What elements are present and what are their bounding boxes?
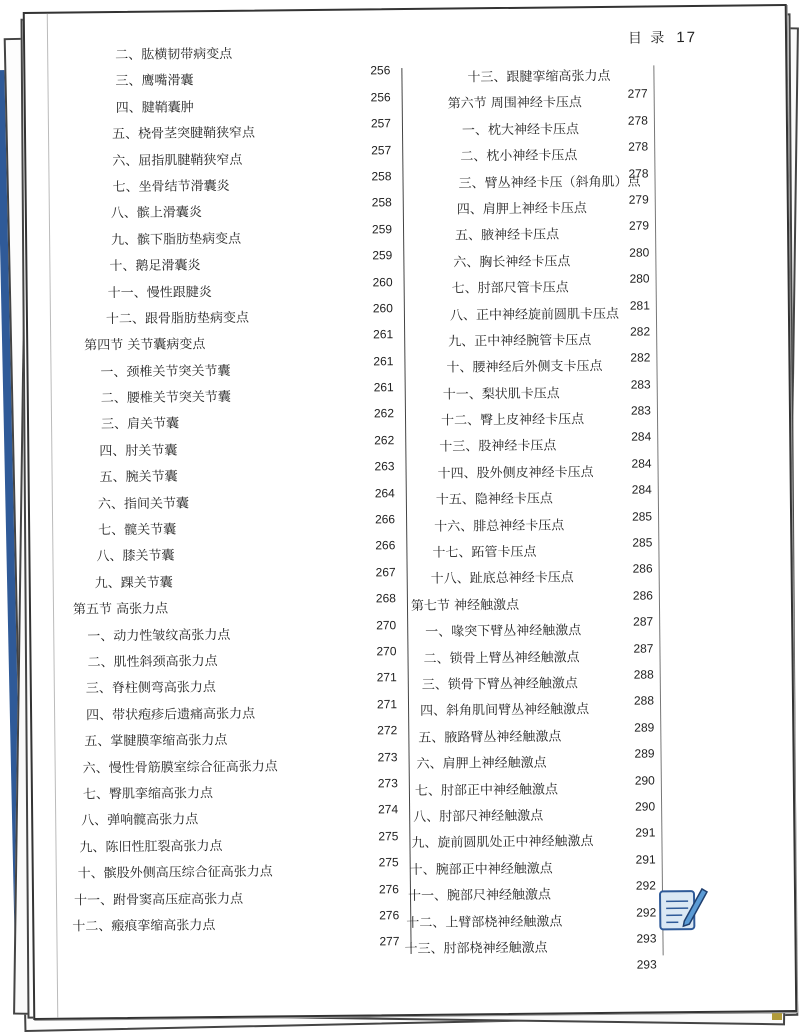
toc-entry-page: 278 [628, 139, 649, 154]
toc-entry [413, 641, 654, 673]
toc-entry [415, 746, 655, 779]
toc-entry-title: 十三、肘部桡神经触激点 [404, 940, 548, 957]
toc-entry-title: 第五节 高张力点 [72, 601, 169, 618]
toc-entry [82, 723, 398, 756]
toc-entry [76, 89, 391, 123]
toc-entry-page: 257 [370, 116, 392, 131]
toc-entry-page: 259 [371, 221, 393, 237]
toc-entry [80, 485, 395, 519]
toc-entry [76, 142, 392, 176]
toc-entry [75, 63, 391, 97]
toc-entry-title: 十、髌股外侧高压综合征高张力点 [77, 864, 273, 882]
toc-entry [412, 535, 653, 567]
toc-entry [408, 113, 648, 145]
toc-entry-page: 258 [371, 169, 392, 184]
toc-entry-page: 292 [636, 904, 657, 920]
toc-entry-page: 277 [627, 86, 648, 102]
toc-entry [411, 377, 651, 409]
toc-entry [413, 614, 654, 647]
toc-entry-page: 289 [634, 720, 655, 735]
toc-section-heading [410, 588, 653, 620]
header-page-number: 17 [676, 28, 698, 47]
toc-entry-title: 十三、股神经卡压点 [439, 438, 557, 456]
toc-entry-title: 九、正中神经腕管卡压点 [448, 332, 592, 350]
toc-entry-page: 279 [628, 218, 650, 234]
toc-entry-title: 一、喙突下臂丛神经触激点 [425, 623, 582, 641]
toc-entry-page: 287 [633, 641, 654, 656]
toc-entry [81, 564, 396, 598]
toc-entry-page: 278 [628, 166, 649, 181]
toc-entry-page: 274 [378, 802, 399, 817]
toc-entry [406, 904, 657, 937]
page-header [628, 27, 697, 48]
toc-entry [79, 380, 394, 413]
toc-entry-title: 七、肘部尺管卡压点 [451, 280, 569, 297]
toc-entry [78, 301, 393, 334]
toc-entry-page: 285 [632, 535, 653, 550]
toc-entry-title: 五、腋神经卡压点 [455, 227, 560, 244]
toc-entry [410, 324, 651, 356]
toc-entry-page: 275 [378, 828, 399, 844]
toc-entry [413, 799, 656, 831]
toc-entry-title: 一、颈椎关节突关节囊 [100, 363, 231, 380]
toc-entry-title: 六、胸长神经卡压点 [453, 254, 571, 271]
toc-entry-title: 五、腕关节囊 [99, 469, 178, 486]
toc-entry-page: 262 [374, 433, 395, 448]
toc-entry [410, 271, 650, 304]
toc-entry-title: 六、屈指肌腱鞘狭窄点 [112, 152, 243, 169]
toc-entry [410, 350, 651, 383]
toc-entry [411, 429, 652, 462]
toc-entry-title: 四、肘关节囊 [99, 443, 178, 460]
toc-entry-title: 三、脊柱侧弯高张力点 [85, 680, 216, 697]
header-title: 目 录 [627, 30, 667, 47]
toc-entry-page: 256 [370, 63, 391, 78]
toc-entry-page: 290 [634, 799, 656, 814]
toc-entry-title: 六、慢性骨筋膜室综合征高张力点 [82, 758, 278, 776]
toc-entry-title: 八、膝关节囊 [96, 548, 175, 565]
toc-entry-page: 282 [630, 350, 651, 365]
toc-entry-page: 262 [373, 406, 395, 421]
toc-entry-page: 258 [371, 195, 392, 210]
toc-entry-title: 九、髌下脂肪垫病变点 [111, 231, 242, 248]
toc-entry-page: 288 [633, 693, 655, 709]
toc-entry-title: 十、腕部正中神经触激点 [409, 861, 553, 878]
toc-entry-title: 十二、瘢痕挛缩高张力点 [72, 917, 216, 935]
toc-entry-title: 二、肌性斜颈高张力点 [87, 654, 218, 671]
toc-entry-title: 四、带状疱疹后遗痛高张力点 [86, 706, 256, 724]
notepad-pencil-icon [654, 879, 711, 936]
toc-entry [414, 772, 655, 805]
toc-entry-page: 279 [628, 192, 649, 207]
toc-entry-title: 二、枕小神经卡压点 [460, 148, 578, 165]
toc-entry [408, 166, 649, 198]
toc-entry [82, 696, 398, 730]
toc-entry-title: 十六、腓总神经卡压点 [434, 518, 565, 535]
toc-section-heading [72, 591, 396, 624]
toc-entry-page: 273 [377, 749, 398, 764]
toc-entry [77, 221, 393, 255]
toc-entry-title: 一、动力性皱纹高张力点 [87, 627, 231, 644]
toc-entry-page: 271 [376, 696, 398, 712]
toc-entry-title: 十一、腕部尺神经触激点 [407, 887, 552, 905]
toc-entry-title: 十五、隐神经卡压点 [435, 491, 553, 508]
toc-entry-page: 261 [373, 327, 394, 342]
toc-entry-title: 第六节 周围神经卡压点 [447, 95, 582, 112]
toc-entry [417, 957, 657, 990]
toc-entry-title: 六、肩胛上神经触激点 [416, 755, 547, 773]
toc-entry [79, 406, 395, 440]
toc-entry [82, 776, 398, 809]
toc-entry-page: 261 [373, 380, 394, 395]
toc-entry-page: 291 [635, 825, 656, 840]
toc-entry-page: 280 [629, 245, 650, 260]
toc-entry-page: 283 [630, 377, 651, 392]
toc-entry-page: 263 [374, 459, 395, 474]
toc-entry [75, 40, 390, 70]
toc-entry-title: 十七、跖管卡压点 [432, 544, 537, 561]
toc-entry [410, 297, 650, 330]
toc-entry-page: 275 [378, 855, 399, 870]
toc-entry-title: 十、腰神经后外侧支卡压点 [446, 359, 603, 376]
toc-entry [81, 644, 397, 677]
toc-entry-title: 八、弹响髋高张力点 [81, 812, 199, 829]
toc-entry-page: 271 [376, 670, 397, 685]
toc-entry-title: 四、肩胛上神经卡压点 [456, 201, 587, 218]
toc-entry [77, 248, 393, 281]
toc-entry-page: 284 [631, 482, 652, 497]
toc-entry-page: 288 [633, 667, 654, 682]
toc-entry-page: 284 [631, 456, 652, 471]
toc-entry-page: 257 [371, 142, 392, 157]
toc-entry-title: 三、鹰嘴滑囊 [115, 73, 194, 90]
toc-entry-title: 九、旋前圆肌处正中神经触激点 [411, 834, 594, 852]
toc-entry-page: 280 [629, 271, 650, 286]
toc-entry-title: 二、肱横韧带病变点 [115, 46, 233, 64]
toc-entry-page: 260 [372, 301, 393, 316]
toc-entry-title: 三、锁骨下臂丛神经触激点 [421, 676, 578, 693]
toc-entry-page: 272 [377, 723, 398, 738]
toc-entry [77, 855, 399, 888]
toc-entry [79, 433, 395, 466]
toc-section-heading [78, 327, 394, 360]
toc-entry-title: 十三、跟腱挛缩高张力点 [467, 68, 611, 86]
toc-entry-page: 286 [632, 588, 653, 603]
toc-entry-page: 259 [372, 248, 393, 263]
toc-entry-page: 270 [376, 617, 397, 632]
toc-entry [79, 459, 395, 492]
toc-entry [77, 195, 392, 229]
toc-entry-page: 292 [635, 878, 656, 893]
toc-entry-page: 278 [627, 113, 648, 128]
toc-entry-page: 281 [629, 297, 650, 313]
toc-entry-title: 十、鹅足滑囊炎 [109, 258, 201, 275]
toc-entry-title: 十二、上臂部桡神经触激点 [406, 913, 563, 931]
toc-entry [408, 139, 649, 172]
toc-entry-page: 284 [631, 429, 652, 445]
toc-entry-title: 四、斜角肌间臂丛神经触激点 [420, 702, 590, 720]
toc-entry-page: 256 [370, 89, 391, 105]
toc-entry-title: 二、锁骨上臂丛神经触激点 [423, 649, 580, 667]
toc-entry [411, 456, 652, 488]
toc-entry-title: 八、正中神经旋前圆肌卡压点 [449, 306, 620, 324]
toc-entry-title: 一、枕大神经卡压点 [461, 121, 580, 139]
toc-entry-title: 十二、跟骨脂肪垫病变点 [105, 310, 250, 328]
toc-entry [81, 617, 397, 651]
toc-entry [82, 749, 398, 783]
toc-entry-title: 七、坐骨结节滑囊炎 [112, 178, 230, 196]
toc-entry [414, 667, 654, 699]
toc-entry [76, 116, 392, 149]
toc-entry [407, 63, 647, 92]
toc-entry [404, 931, 657, 963]
page-margin-line [47, 14, 59, 1018]
toc-entry-title: 八、肘部尺神经触激点 [413, 808, 544, 825]
toc-entry-title: 五、腋路臂丛神经触激点 [418, 729, 562, 746]
toc-entry [76, 169, 392, 202]
toc-entry [80, 512, 396, 545]
toc-entry [409, 245, 650, 277]
toc-entry [81, 802, 399, 835]
toc-entry-page: 289 [634, 746, 655, 761]
toc-entry-page: 276 [378, 881, 400, 896]
toc-entry-page: 293 [636, 957, 657, 972]
toc-entry [413, 561, 653, 594]
toc-entry-title: 十一、跗骨窦高压症高张力点 [73, 891, 244, 909]
toc-section-heading [408, 86, 648, 119]
toc-entry-title: 四、腱鞘囊肿 [115, 100, 194, 116]
toc-right-column [404, 63, 657, 989]
toc-entry-page: 282 [630, 324, 651, 339]
toc-entry [79, 828, 399, 862]
toc-entry-title: 五、桡骨茎突腱鞘狭窄点 [111, 125, 256, 143]
toc-entry-page: 293 [636, 931, 657, 946]
toc-entry-page: 268 [375, 591, 396, 606]
toc-page [23, 4, 798, 1020]
toc-entry [412, 509, 653, 541]
toc-entry [412, 482, 652, 515]
toc-entry-title: 十八、趾底总神经卡压点 [430, 570, 574, 588]
toc-entry-title: 第七节 神经触激点 [410, 597, 520, 614]
toc-entry-page: 277 [379, 934, 400, 949]
toc-entry-title: 六、指间关节囊 [97, 495, 189, 512]
toc-entry-title: 十二、臀上皮神经卡压点 [440, 412, 585, 429]
toc-entry [409, 218, 650, 251]
toc-entry-page: 266 [374, 512, 396, 527]
toc-entry-title: 七、臀肌挛缩高张力点 [82, 786, 214, 803]
toc-entry-title: 十一、慢性跟腱炎 [107, 284, 212, 301]
toc-entry [78, 274, 393, 308]
toc-entry-title: 八、髌上滑囊炎 [110, 205, 202, 222]
toc-entry-title: 九、陈旧性肛裂高张力点 [79, 838, 223, 856]
toc-entry-page: 267 [375, 564, 396, 580]
toc-entry [73, 881, 400, 915]
toc-entry-title: 十四、股外侧皮神经卡压点 [437, 464, 594, 482]
toc-entry-title: 五、掌腱膜挛缩高张力点 [84, 733, 228, 750]
toc-entry [82, 670, 397, 704]
toc-entry [414, 720, 655, 752]
toc-entry [72, 908, 400, 941]
toc-entry-page: 276 [379, 908, 400, 923]
toc-left-column [72, 40, 400, 967]
toc-entry-title: 十一、梨状肌卡压点 [442, 386, 560, 403]
toc-entry [409, 192, 649, 224]
toc-entry-page: 273 [377, 776, 398, 791]
toc-entry-page: 287 [633, 614, 654, 629]
toc-entry [78, 353, 394, 387]
toc-entry-page: 266 [375, 538, 396, 553]
toc-entry-title: 七、髋关节囊 [98, 522, 177, 539]
toc-entry-page: 283 [630, 403, 652, 418]
toc-entry [411, 403, 652, 436]
toc-entry [407, 878, 656, 911]
toc-entry [414, 693, 655, 726]
toc-entry-title: 三、肩关节囊 [100, 416, 180, 433]
toc-entry-title: 二、腰椎关节突关节囊 [100, 389, 231, 407]
toc-entry [84, 934, 400, 967]
toc-entry-title: 九、踝关节囊 [94, 575, 173, 592]
toc-entry-page: 286 [632, 561, 653, 577]
toc-entry-title: 第四节 关节囊病变点 [84, 337, 206, 354]
toc-entry [409, 852, 656, 884]
toc-entry-page: 270 [376, 644, 397, 659]
toc-entry-title: 三、臂丛神经卡压（斜角肌）点 [458, 174, 641, 192]
toc-entry-title: 七、肘部正中神经触激点 [414, 782, 559, 799]
toc-entry-page: 285 [631, 509, 653, 524]
toc-entry-page: 290 [634, 772, 655, 788]
toc-entry [411, 825, 656, 858]
toc-entry-page: 264 [374, 485, 395, 501]
toc-entry-page: 260 [372, 274, 393, 289]
toc-entry-page: 291 [635, 852, 656, 867]
toc-entry-page: 261 [373, 353, 394, 369]
